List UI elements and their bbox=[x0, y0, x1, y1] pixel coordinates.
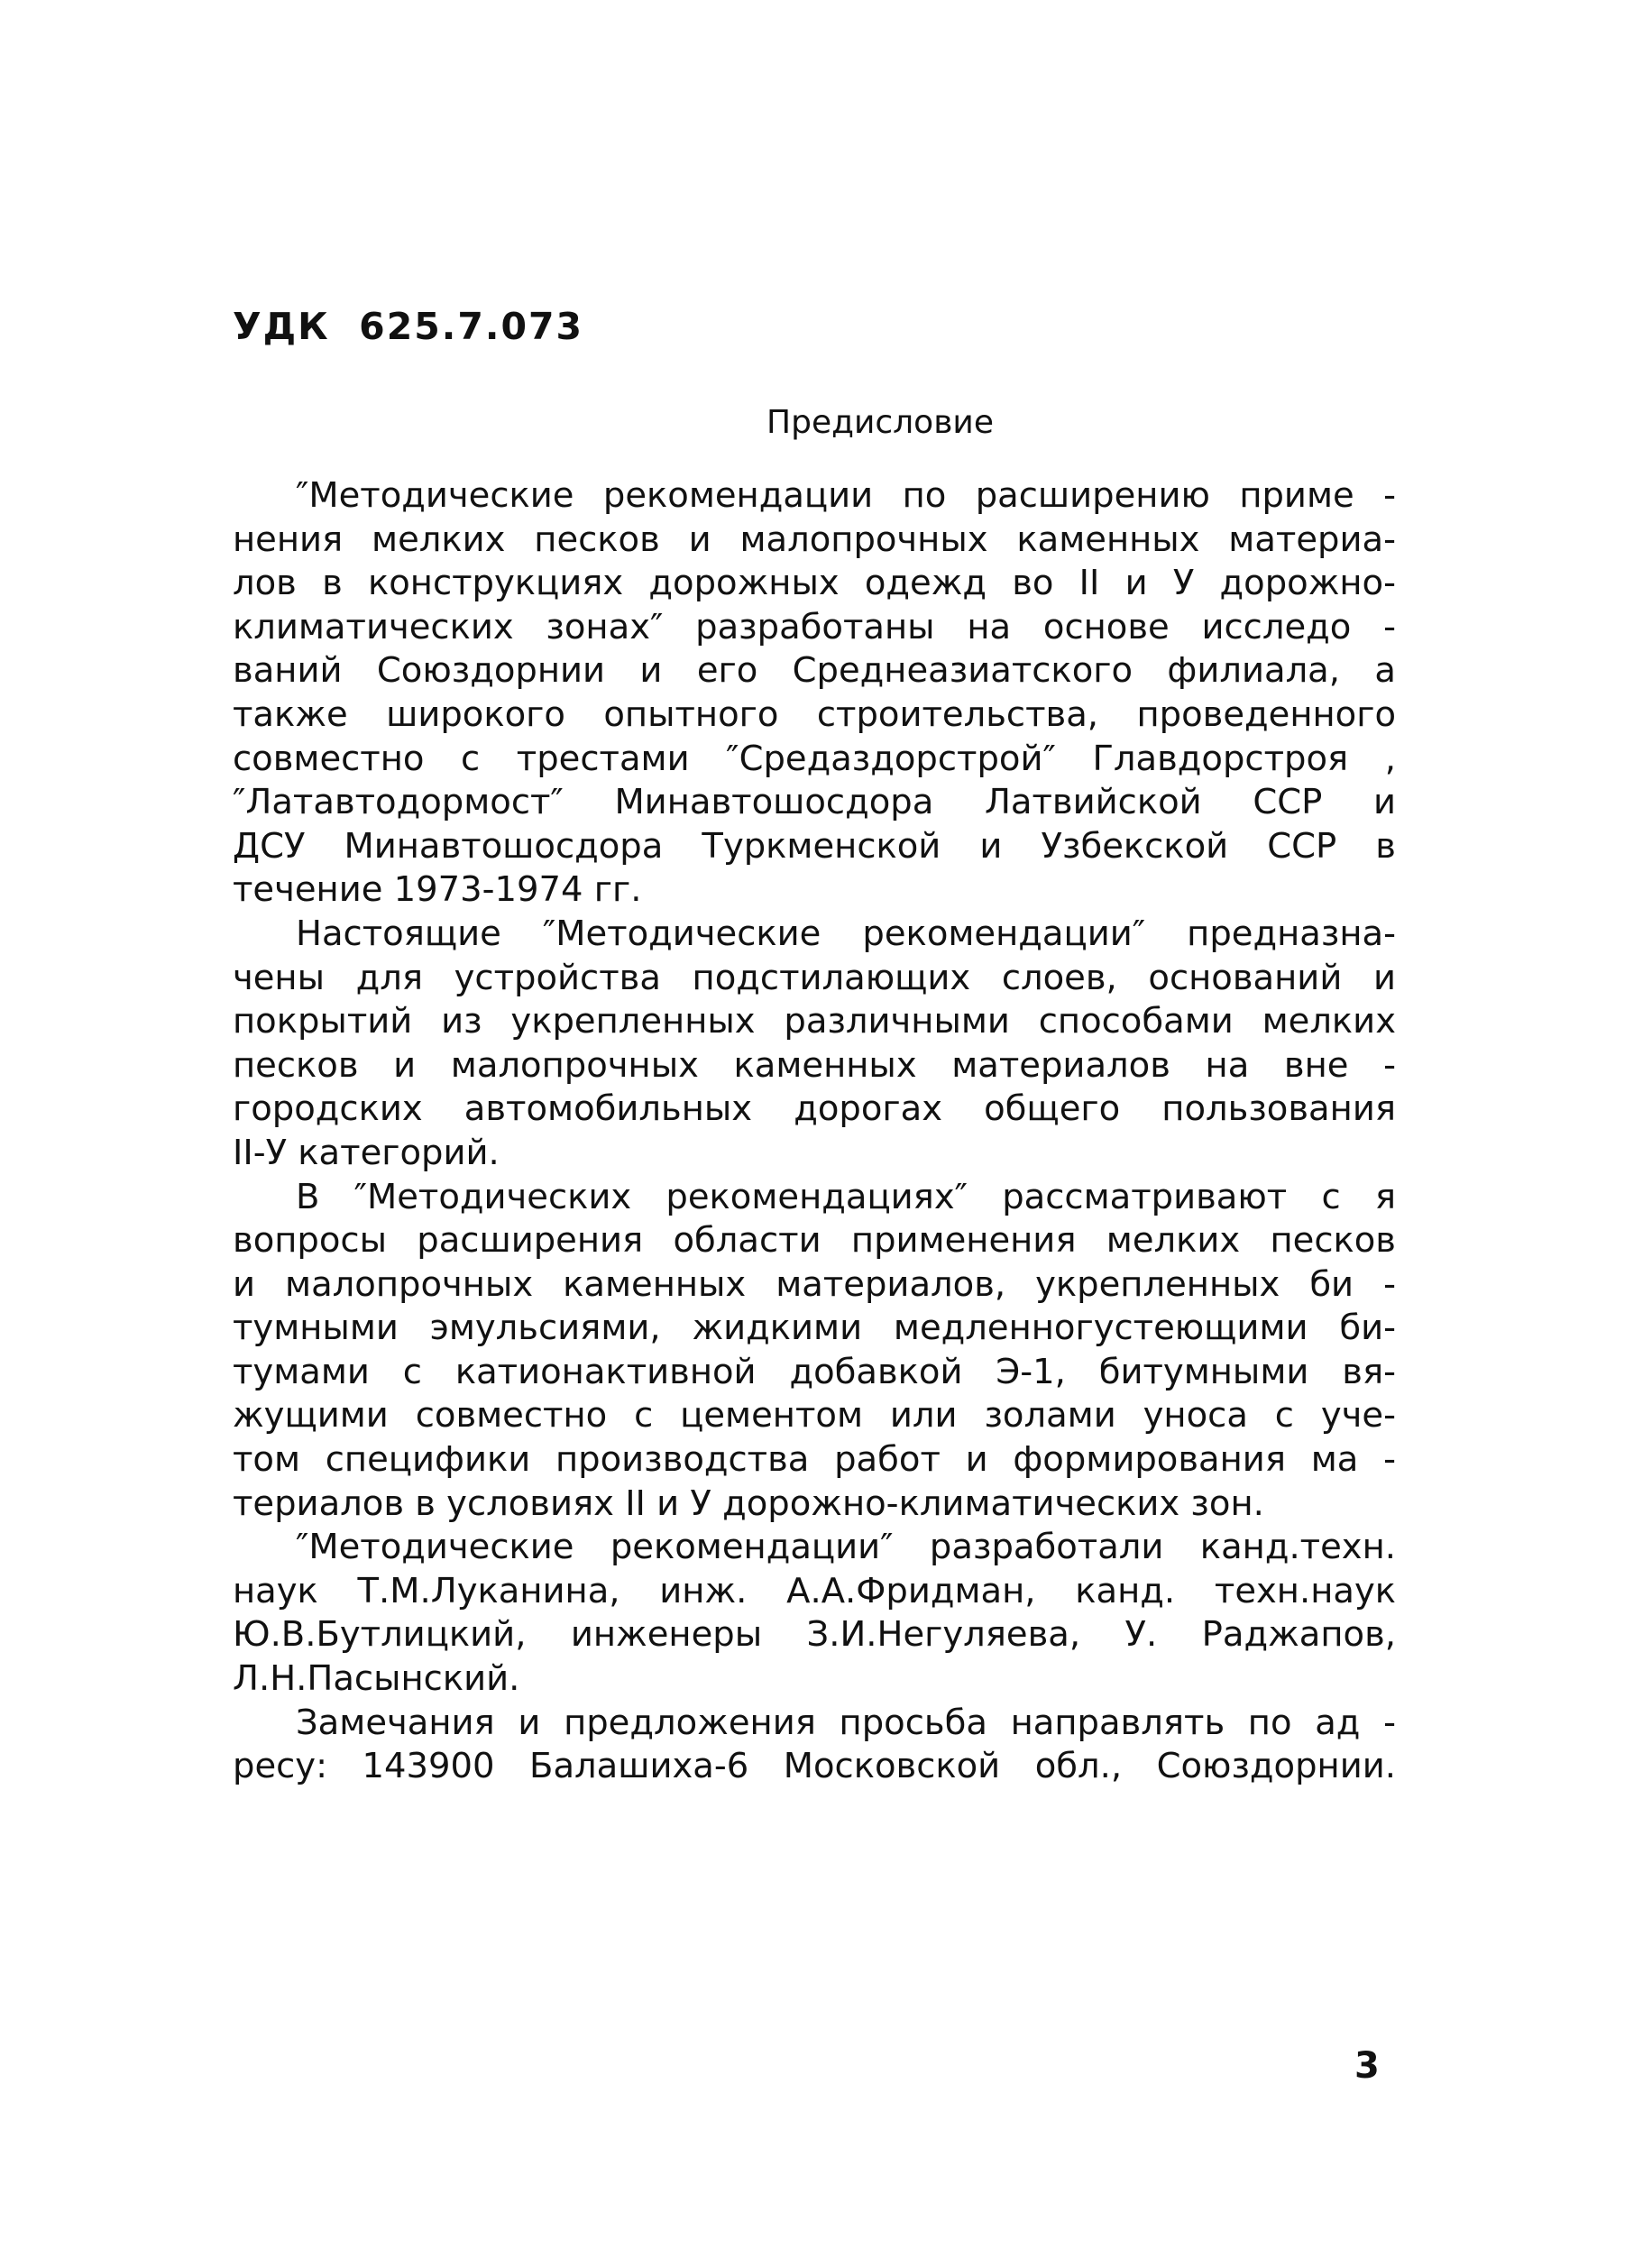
text-line: чены для устройства подстилающих слоев, оснований и bbox=[233, 957, 1396, 998]
text-line: песков и малопрочных каменных материалов на вне - bbox=[233, 1044, 1396, 1086]
text-line: климатических зонах″ разработаны на основе исследо - bbox=[233, 606, 1396, 647]
text-line: ресу: 143900 Балашиха-6 Московской обл., Союздорнии. bbox=[233, 1746, 1396, 1787]
text-line: II-У категорий. bbox=[233, 1132, 500, 1173]
text-line: вопросы расширения области применения мелких песков bbox=[233, 1220, 1396, 1262]
paragraph-5 bbox=[233, 1702, 1396, 1789]
paragraph-2 bbox=[233, 913, 1396, 1176]
text-line: наук Т.М.Луканина, инж. А.А.Фридман, канд. техн.наук bbox=[233, 1570, 1396, 1611]
text-line: Замечания и предложения просьба направлять по ад - bbox=[296, 1702, 1396, 1743]
text-line: Л.Н.Пасынский. bbox=[233, 1658, 520, 1700]
text-line: тумными эмульсиями, жидкими медленногустеющими би- bbox=[233, 1308, 1396, 1349]
text-line: жущими совместно с цементом или золами уноса с уче- bbox=[233, 1395, 1396, 1436]
text-line: тумами с катионактивной добавкой Э-1, битумными вя- bbox=[233, 1351, 1396, 1392]
text-line: нения мелких песков и малопрочных каменных материа- bbox=[233, 519, 1396, 560]
text-line: лов в конструкциях дорожных одежд во II и У дорожно- bbox=[233, 563, 1396, 604]
text-line: также широкого опытного строительства, проведенного bbox=[233, 693, 1396, 735]
text-line: том специфики производства работ и формирования ма - bbox=[233, 1439, 1396, 1481]
paragraph-3 bbox=[233, 1176, 1396, 1527]
text-line: покрытий из укрепленных различными способами мелких bbox=[233, 1001, 1396, 1042]
text-line: В ″Методических рекомендациях″ рассматривают с я bbox=[296, 1176, 1396, 1217]
text-line: городских автомобильных дорогах общего пользования bbox=[233, 1088, 1396, 1130]
paragraph-4 bbox=[233, 1526, 1396, 1701]
text-line: териалов в условиях II и У дорожно-климатических зон. bbox=[233, 1482, 1264, 1524]
paragraph-1 bbox=[233, 474, 1396, 913]
text-line: ДСУ Минавтошосдора Туркменской и Узбекской ССР в bbox=[233, 825, 1396, 867]
text-line: течение 1973-1974 гг. bbox=[233, 869, 642, 911]
udk-code: УДК 625.7.073 bbox=[233, 305, 584, 348]
text-line: ваний Союздорнии и его Среднеазиатского филиала, а bbox=[233, 650, 1396, 692]
text-line: Ю.В.Бутлицкий, инженеры З.И.Негуляева, У. Раджапов, bbox=[233, 1614, 1396, 1656]
text-line: ″Латавтодормост″ Минавтошосдора Латвийской ССР и bbox=[233, 782, 1396, 823]
text-line: Настоящие ″Методические рекомендации″ предназна- bbox=[296, 913, 1396, 954]
preface-body bbox=[233, 474, 1396, 1789]
page-title: Предисловие bbox=[766, 404, 994, 441]
text-line: и малопрочных каменных материалов, укрепленных би - bbox=[233, 1263, 1396, 1305]
text-line: ″Методические рекомендации″ разработали канд.техн. bbox=[296, 1527, 1396, 1568]
text-line: ″Методические рекомендации по расширению приме - bbox=[296, 475, 1396, 516]
text-line: совместно с трестами ″Средаздорстрой″ Главдорстроя , bbox=[233, 738, 1396, 779]
page-number: 3 bbox=[1354, 2045, 1380, 2087]
